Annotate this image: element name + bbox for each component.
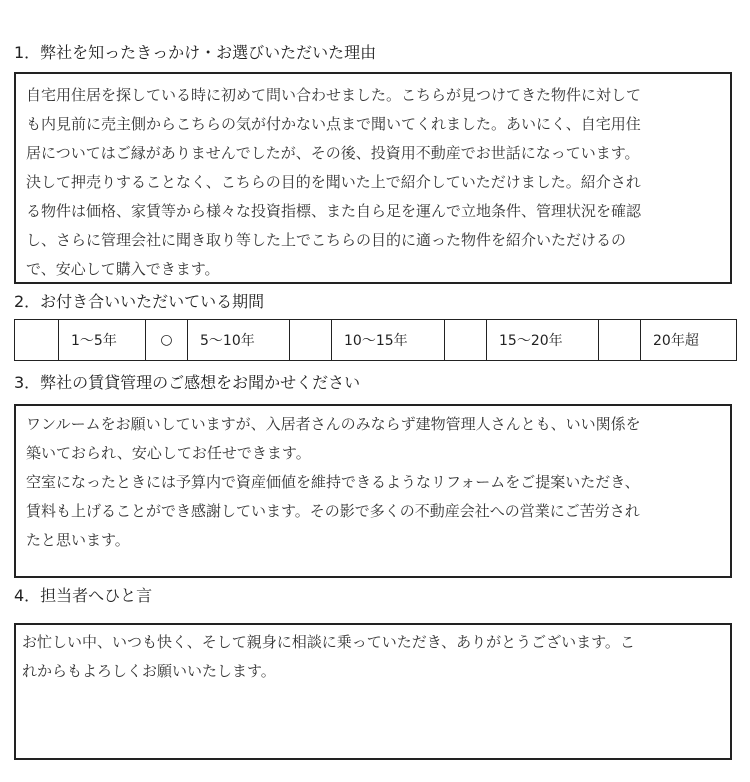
- q3-line: 空室になったときには予算内で資産価値を維持できるようなリフォームをご提案いただき、: [26, 473, 640, 491]
- period-check-cell[interactable]: [15, 320, 59, 361]
- q1-line: 居についてはご縁がありませんでしたが、その後、投資用不動産でお世話になっています。: [26, 144, 640, 162]
- period-label: 20年超: [641, 320, 737, 361]
- q3-heading: 3．弊社の賃貸管理のご感想をお聞かせください: [14, 373, 361, 392]
- q1-line: 決して押売りすることなく、こちらの目的を聞いた上で紹介していただけました。紹介され: [26, 173, 641, 191]
- q3-line: 築いておられ、安心してお任せできます。: [26, 444, 311, 462]
- q3-line: たと思います。: [26, 531, 130, 549]
- q1-line: る物件は価格、家賃等から様々な投資指標、また自ら足を運んで立地条件、管理状況を確認: [26, 202, 642, 220]
- q4-heading: 4．担当者へひと言: [14, 586, 153, 605]
- q1-answer-box: [14, 72, 732, 284]
- q4-line: れからもよろしくお願いいたします。: [22, 662, 276, 680]
- q1-heading: 1．弊社を知ったきっかけ・お選びいただいた理由: [14, 43, 377, 62]
- q2-heading: 2．お付き合いいただいている期間: [14, 292, 265, 311]
- q3-answer-box: [14, 404, 732, 578]
- period-label: 1～5年: [59, 320, 146, 361]
- period-label: 10～15年: [332, 320, 445, 361]
- period-options-row: [15, 320, 737, 361]
- period-check-cell[interactable]: [445, 320, 487, 361]
- q4-answer-box: [14, 623, 732, 760]
- period-options-table: [14, 319, 737, 361]
- q1-line: 自宅用住居を探している時に初めて問い合わせました。こちらが見つけてきた物件に対して: [26, 86, 642, 104]
- q4-line: お忙しい中、いつも快く、そして親身に相談に乗っていただき、ありがとうございます。こ: [22, 633, 635, 651]
- q4-answer-text: [22, 628, 730, 686]
- q1-line: で、安心して購入できます。: [26, 260, 220, 278]
- period-label: 15～20年: [487, 320, 599, 361]
- period-label: 5～10年: [188, 320, 290, 361]
- q1-line: も内見前に売主側からこちらの気が付かない点まで聞いてくれました。あいにく、自宅用住: [26, 115, 641, 133]
- q3-line: ワンルームをお願いしていますが、入居者さんのみならず建物管理人さんとも、いい関係を: [26, 415, 641, 433]
- period-check-cell[interactable]: [290, 320, 332, 361]
- q3-line: 賃料も上げることができ感謝しています。その影で多くの不動産会社への営業にご苦労され: [26, 502, 640, 520]
- period-check-cell[interactable]: [599, 320, 641, 361]
- q1-line: し、さらに管理会社に聞き取り等した上でこちらの目的に適った物件を紹介いただけるの: [26, 231, 627, 249]
- q1-answer-text: [26, 81, 730, 284]
- q3-answer-text: [26, 410, 730, 555]
- period-check-cell[interactable]: ○: [146, 320, 188, 361]
